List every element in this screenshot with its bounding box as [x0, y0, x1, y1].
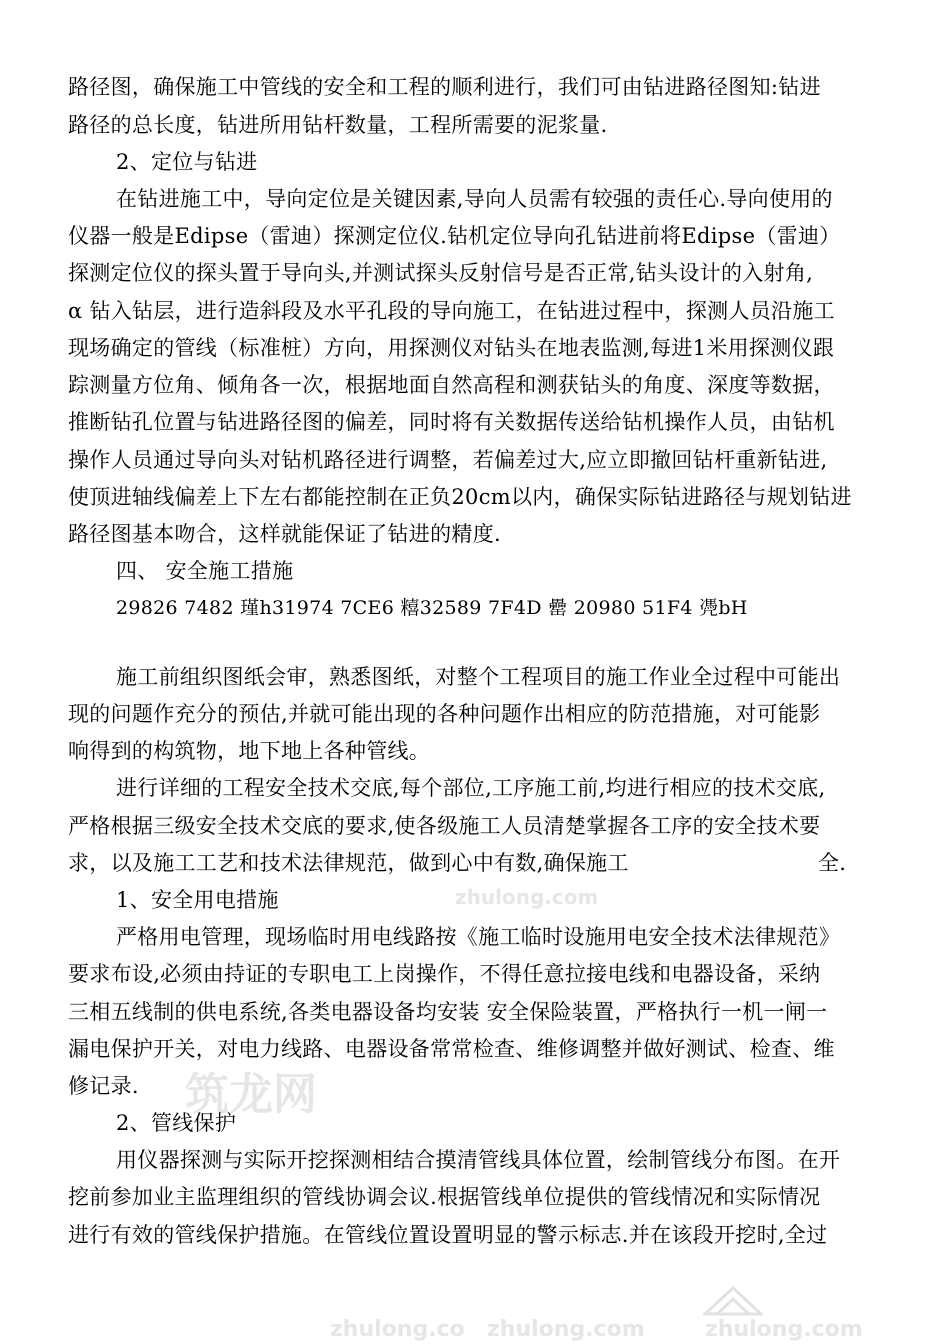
text-line: 进行详细的工程安全技术交底,每个部位,工序施工前,均进行相应的技术交底, [116, 776, 826, 800]
watermark-mid: zhulong.com [455, 885, 599, 909]
watermark-roof-icon [703, 1284, 763, 1318]
text-line: 漏电保护开关，对电力线路、电器设备常常检查、维修调整并做好测试、检查、维 [68, 1037, 835, 1061]
text-line: 用仪器探测与实际开挖探测相结合摸清管线具体位置，绘制管线分布图。在开 [116, 1148, 841, 1172]
text-line: 进行有效的管线保护措施。在管线位置设置明显的警示标志.并在该段开挖时,全过 [68, 1223, 828, 1247]
text-line: 踪测量方位角、倾角各一次，根据地面自然高程和测获钻头的角度、深度等数据， [68, 373, 835, 397]
text-line: 使顶进轴线偏差上下左右都能控制在正负20cm以内，确保实际钻进路径与规划钻进 [68, 485, 852, 509]
text-line: 现场确定的管线（标准桩）方向，用探测仪对钻头在地表监测,每进1米用探测仪跟 [68, 336, 835, 360]
section-heading: 2、管线保护 [116, 1111, 237, 1135]
text-line: 求，以及施工工艺和技术法律规范，做到心中有数,确保施工 [68, 851, 629, 875]
text-line: 路径的总长度，钻进所用钻杆数量，工程所需要的泥浆量. [68, 113, 608, 137]
section-heading: 2、定位与钻进 [116, 150, 258, 174]
text-line: 现的问题作充分的预估,并就可能出现的各种问题作出相应的防范措施，对可能影 [68, 702, 821, 726]
text-line: 仪器一般是Edipse（雷迪）探测定位仪.钻机定位导向孔钻进前将Edipse（雷迪） [68, 224, 841, 248]
garbled-code-line: 29826 7482 瑾h31974 7CE6 糦32589 7F4D 罍 20980 51F4 凴bH [116, 597, 748, 619]
text-line: 三相五线制的供电系统,各类电器设备均安装 安全保险装置，严格执行一机一闸一 [68, 1000, 828, 1024]
text-line: 修记录. [68, 1074, 139, 1098]
text-line: 路径图基本吻合，这样就能保证了钻进的精度. [68, 522, 501, 546]
text-line: 路径图，确保施工中管线的安全和工程的顺利进行，我们可由钻进路径图知:钻进 [68, 75, 821, 99]
text-line: 施工前组织图纸会审，熟悉图纸，对整个工程项目的施工作业全过程中可能出 [116, 665, 841, 689]
watermark-bottom-2: zhulong.com [487, 1317, 645, 1342]
watermark-mid-cn: 筑龙网 [185, 1069, 317, 1120]
watermark-bottom-3: zhulong.com [705, 1317, 863, 1342]
text-line-end: 全. [818, 851, 847, 875]
text-line: α 钻入钻层，进行造斜段及水平孔段的导向施工，在钻进过程中，探测人员沿施工 [68, 299, 835, 323]
text-line: 严格根据三级安全技术交底的要求,使各级施工人员清楚掌握各工序的安全技术要 [68, 814, 821, 838]
watermark-bottom-1: zhulong.co [330, 1317, 465, 1342]
text-line: 挖前参加业主监理组织的管线协调会议.根据管线单位提供的管线情况和实际情况 [68, 1185, 821, 1209]
text-line: 严格用电管理，现场临时用电线路按《施工临时设施用电安全技术法律规范》 [116, 925, 841, 949]
text-line: 操作人员通过导向头对钻机路径进行调整，若偏差过大,应立即撤回钻杆重新钻进, [68, 448, 828, 472]
text-line: 响得到的构筑物，地下地上各种管线。 [68, 739, 431, 763]
text-line: 要求布设,必须由持证的专职电工上岗操作，不得任意拉接电线和电器设备，采纳 [68, 962, 821, 986]
text-line: 在钻进施工中，导向定位是关键因素,导向人员需有较强的责任心.导向使用的 [116, 187, 833, 211]
text-line: 推断钻孔位置与钻进路径图的偏差，同时将有关数据传送给钻机操作人员，由钻机 [68, 410, 835, 434]
section-heading: 四、 安全施工措施 [116, 559, 294, 583]
section-heading: 1、安全用电措施 [116, 888, 279, 912]
text-line: 探测定位仪的探头置于导向头,并测试探头反射信号是否正常,钻头设计的入射角, [68, 261, 814, 285]
